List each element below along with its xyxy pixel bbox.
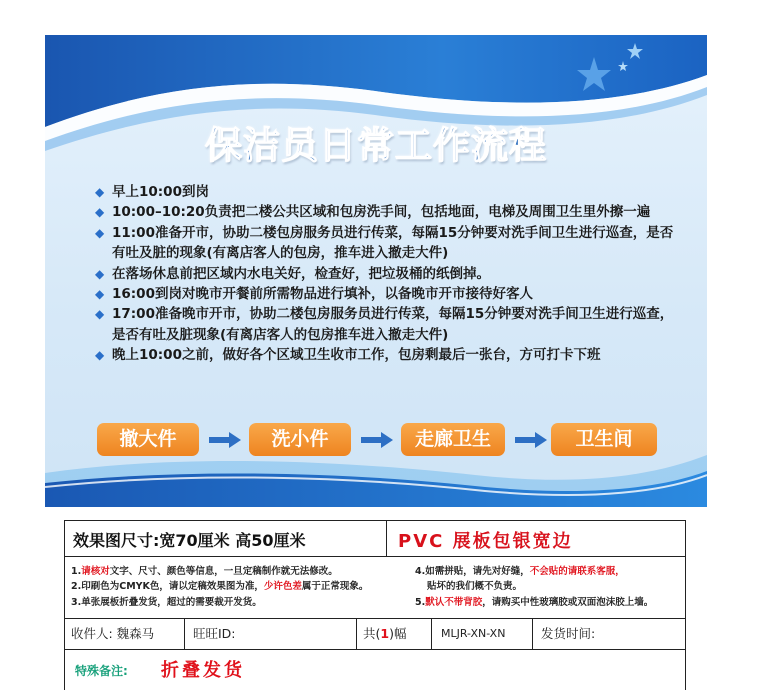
flow-step-wash-small: 洗小件	[249, 423, 351, 456]
diamond-bullet-icon: ◆	[95, 348, 105, 363]
note-4-continued: 贴坏的我们概不负责。	[427, 581, 523, 592]
arrow-right-icon	[515, 432, 547, 448]
diamond-bullet-icon: ◆	[95, 185, 105, 199]
flow-step-corridor: 走廊卫生	[401, 423, 505, 456]
diamond-bullet-icon: ◆	[95, 225, 105, 240]
note-2: 2.印刷色为CMYK色，请以定稿效果图为准，少许色差属于正常现象。	[71, 581, 369, 592]
spec-notes	[65, 557, 685, 619]
diamond-bullet-icon: ◆	[95, 307, 105, 322]
special-note-value: 折叠发货	[161, 660, 245, 681]
note-1: 1.请核对文字、尺寸、颜色等信息，一旦定稿制作就无法修改。	[71, 566, 338, 577]
note-4: 4.如需拼贴，请先对好缝，不会贴的请联系客服，	[415, 566, 625, 577]
list-item: ◆ 晚上10:00之前，做好各个区域卫生收市工作，包房剩最后一张台，方可打卡下班	[95, 345, 675, 365]
diamond-bullet-icon: ◆	[95, 287, 105, 302]
shipping-row	[65, 619, 685, 650]
note-3: 3.单张展板折叠发货，超过的需要裁开发货。	[71, 597, 262, 608]
arrow-right-icon	[209, 432, 241, 448]
flow-step-remove-large: 撤大件	[97, 423, 199, 456]
ship-time: 发货时间:	[541, 626, 596, 641]
recipient: 收件人: 魏森马	[71, 626, 155, 641]
list-item: ◆ 16:00到岗对晚市开餐前所需物品进行填补，以备晚市开市接待好客人	[95, 284, 675, 304]
panel-count: 共(1)幅	[363, 626, 407, 641]
list-item: ◆ 11:00准备开市，协助二楼包房服务员进行传菜，每隔15分钟要对洗手间卫生进行巡查，是否有吐及脏的现象(有离店客人的包房，推车进入撤走大件)	[95, 223, 675, 264]
wangwang-id: 旺旺ID:	[193, 626, 236, 641]
spec-size-row	[65, 521, 685, 557]
size-label: 效果图尺寸:宽70厘米 高50厘米	[73, 531, 306, 550]
flow-step-restroom: 卫生间	[551, 423, 657, 456]
poster	[45, 35, 707, 507]
special-note-row	[65, 650, 685, 690]
pvc-cell	[386, 521, 686, 556]
poster-title: 保洁员日常工作流程	[205, 124, 547, 167]
list-item: ◆ 早上10:00到岗	[95, 182, 675, 202]
arrow-right-icon	[361, 432, 393, 448]
pvc-label: PVC 展板包银宽边	[398, 531, 573, 552]
note-5: 5.默认不带背胶，请购买中性玻璃胶或双面泡沫胶上墙。	[415, 597, 654, 608]
step-list	[95, 182, 675, 366]
list-item: ◆ 在落场休息前把区域内水电关好，检查好，把垃圾桶的纸倒掉。	[95, 264, 675, 284]
flow-steps	[45, 423, 707, 457]
list-item: ◆ 17:00准备晚市开市，协助二楼包房服务员进行传菜，每隔15分钟要对洗手间卫生进行巡查，是否有吐及脏现象(有离店客人的包房推车进入撤走大件)	[95, 304, 675, 345]
order-code: MLJR-XN-XN	[441, 627, 506, 640]
diamond-bullet-icon: ◆	[95, 205, 105, 220]
list-item: ◆ 10:00–10:20负责把二楼公共区域和包房洗手间，包括地面，电梯及周围卫生里外擦一遍	[95, 202, 675, 222]
special-note-label: 特殊备注:	[75, 664, 128, 678]
spec-table	[64, 520, 686, 690]
diamond-bullet-icon: ◆	[95, 266, 105, 281]
